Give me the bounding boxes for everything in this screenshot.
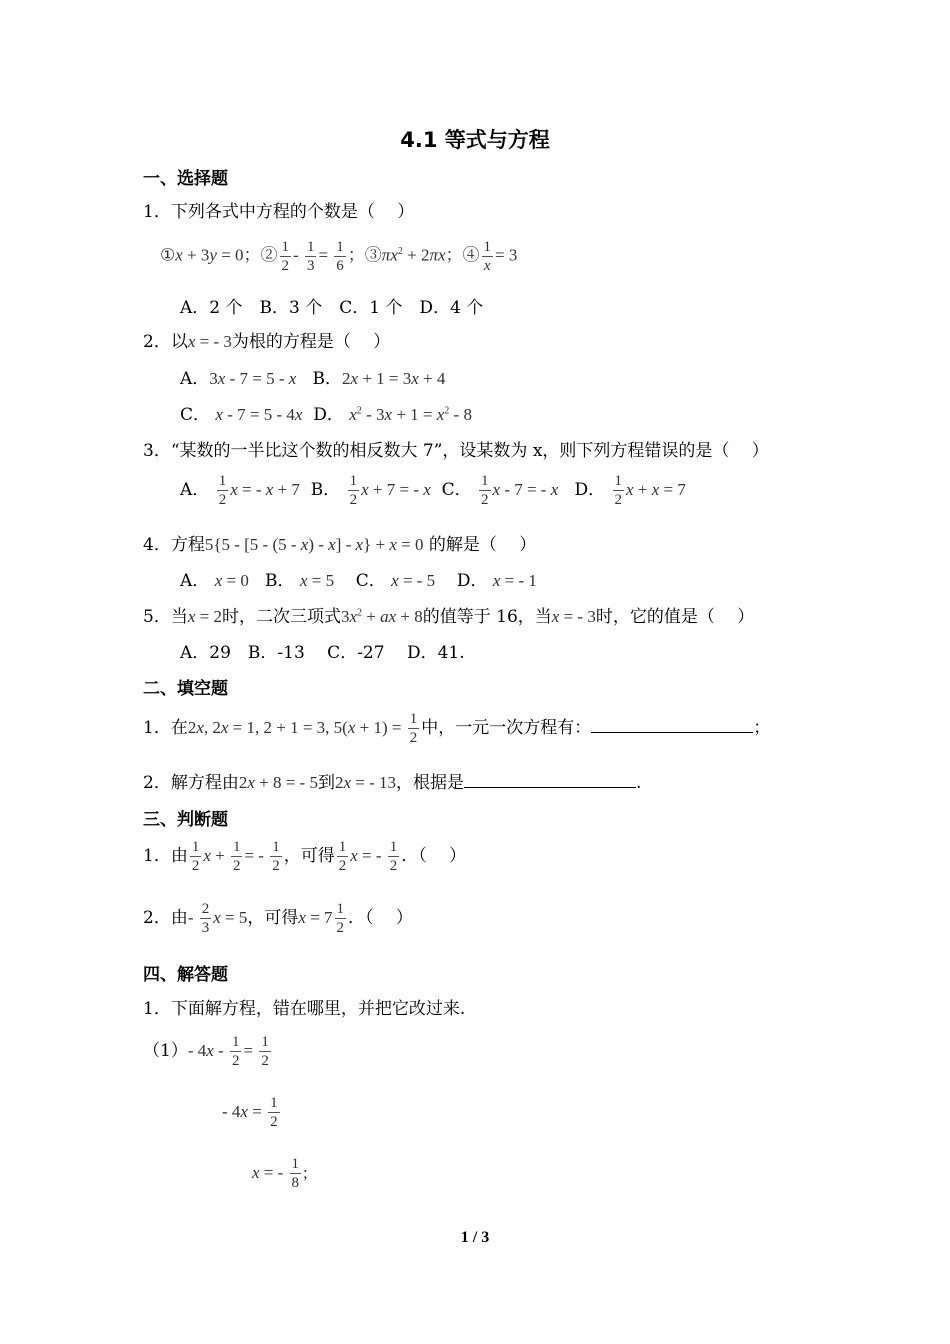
question-5-options: A．29 B．-13 C．-27 D．41. — [180, 643, 465, 663]
stem-text: 到 — [317, 773, 335, 793]
option-label: C． — [180, 405, 211, 425]
option-label: A． — [180, 480, 210, 500]
stem-text: ．（ ） — [401, 846, 467, 866]
question-1-stem: 1．下列各式中方程的个数是（ ） — [143, 202, 415, 222]
answer-blank[interactable] — [464, 771, 636, 788]
stem-text: 2．解方程由 — [143, 773, 239, 793]
stem-text: 的解是（ ） — [428, 535, 537, 555]
stem-text: 2．以 — [143, 332, 188, 352]
fill-question-2: 2．解方程由2x + 8 = - 5到2x = - 13，根据是 . — [143, 773, 642, 793]
option-label: D． — [574, 480, 606, 500]
stem-text: 时，它的值是（ ） — [595, 607, 755, 627]
question-3-options: A． $\frac{1}{2}$ x = - x + 7 B． $\frac{1}{2}$ x + 7 = - x C． $\frac{1}{2}$ x - 7 = - x D． $\frac{1}{2}$ x + x = 7 — [180, 473, 686, 508]
sub-label: （1） — [143, 1041, 188, 1061]
answer-step-1: （1）- 4x - $\frac{1}{2}$ = $\frac{1}{2}$ — [143, 1034, 269, 1069]
item-marker: ；② — [243, 245, 278, 265]
question-1-formulas: ①x + 3y = 0；② $\frac{1}{2}$ - $\frac{1}{3}$ = $\frac{1}{6}$ ；$③\pi x^2 + 2\pi x$；④ $\frac{1}{x}$ = 3 — [160, 239, 518, 274]
question-3-stem: 3．“某数的一半比这个数的相反数大 7”，设某数为 x，则下列方程错误的是（ ） — [143, 441, 769, 461]
option-label: D． — [313, 405, 344, 425]
stem-text: 1．在 — [143, 718, 188, 738]
page-number: 1 / 3 — [460, 1229, 490, 1246]
option-label: A． — [180, 571, 210, 591]
stem-text: ，可得 — [247, 908, 299, 928]
stem-text: 5．当 — [143, 607, 188, 627]
stem-text: 的值等于 16，当 — [422, 607, 552, 627]
stem-text: 1．由 — [143, 846, 188, 866]
stem-text: 中，一元一次方程有： — [421, 718, 592, 738]
section-heading-judge: 三、判断题 — [143, 810, 228, 830]
option-label: C． — [355, 571, 386, 591]
judge-question-2: 2．由- $\frac{2}{3}$ x = 5，可得x = 7 $\frac{1}{2}$ ．（ ） — [143, 901, 413, 936]
answer-blank[interactable] — [591, 716, 753, 733]
item-marker: ；④ — [445, 245, 480, 265]
section-heading-fill: 二、填空题 — [143, 679, 228, 699]
stem-text: . — [636, 773, 642, 793]
option-label: D． — [456, 571, 488, 591]
judge-question-1: 1．由 $\frac{1}{2}$ x + $\frac{1}{2}$ = - $\frac{1}{2}$ ，可得 $\frac{1}{2}$ x = - $\frac{1}{2}$ ．（ ） — [143, 839, 467, 874]
stem-text: 2．由 — [143, 908, 188, 928]
answer-step-2: - 4x = $\frac{1}{2}$ — [222, 1095, 278, 1130]
stem-text: ，可得 — [283, 846, 335, 866]
stem-text: 为根的方程是（ ） — [231, 332, 391, 352]
option-label: B． — [310, 480, 341, 500]
answer-question-1-stem: 1．下面解方程，错在哪里，并把它改过来. — [143, 999, 466, 1019]
question-4-options: A． x = 0 B． x = 5 C． x = - 5 D． x = - 1 — [180, 571, 537, 591]
question-5-stem: 5．当x = 2时，二次三项式$3x^2$ + ax + 8的值等于 16，当x = - 3时，它的值是（ ） — [143, 607, 755, 627]
stem-text: ，根据是 — [396, 773, 465, 793]
option-label: A． — [180, 369, 210, 389]
question-4-stem: 4．方程5{5 - [5 - (5 - x) - x] - x} + x = 0 的解是（ ） — [143, 535, 537, 555]
question-2-options-cd: C． x - 7 = 5 - 4x D． $x^2 - 3x + 1 = x^2 - 8$ — [180, 405, 472, 425]
item-marker: ① — [160, 245, 176, 265]
option-label: B． — [312, 369, 343, 389]
stem-text: 时，二次三项式 — [221, 607, 341, 627]
question-2-stem: 2．以x = - 3为根的方程是（ ） — [143, 332, 391, 352]
section-heading-answer: 四、解答题 — [143, 965, 228, 985]
stem-text: ．（ ） — [348, 908, 413, 928]
answer-step-3: x = - $\frac{1}{8}$ ; — [252, 1156, 308, 1191]
option-label: B． — [265, 571, 295, 591]
stem-text: ； — [753, 718, 771, 738]
question-2-options-ab: A．3x - 7 = 5 - x B．2x + 1 = 3x + 4 — [180, 369, 446, 389]
option-label: C． — [441, 480, 472, 500]
stem-text: 4．方程 — [143, 535, 205, 555]
question-1-options: A．2 个 B．3 个 C．1 个 D．4 个 — [180, 298, 484, 318]
item-marker: ；③ — [347, 245, 382, 265]
fill-question-1: 1．在2x, 2x = 1, 2 + 1 = 3, 5(x + 1) = $\frac{1}{2}$ 中，一元一次方程有： ； — [143, 711, 771, 746]
section-heading-choice: 一、选择题 — [143, 169, 228, 189]
page-title: 4.1 等式与方程 — [400, 128, 550, 152]
